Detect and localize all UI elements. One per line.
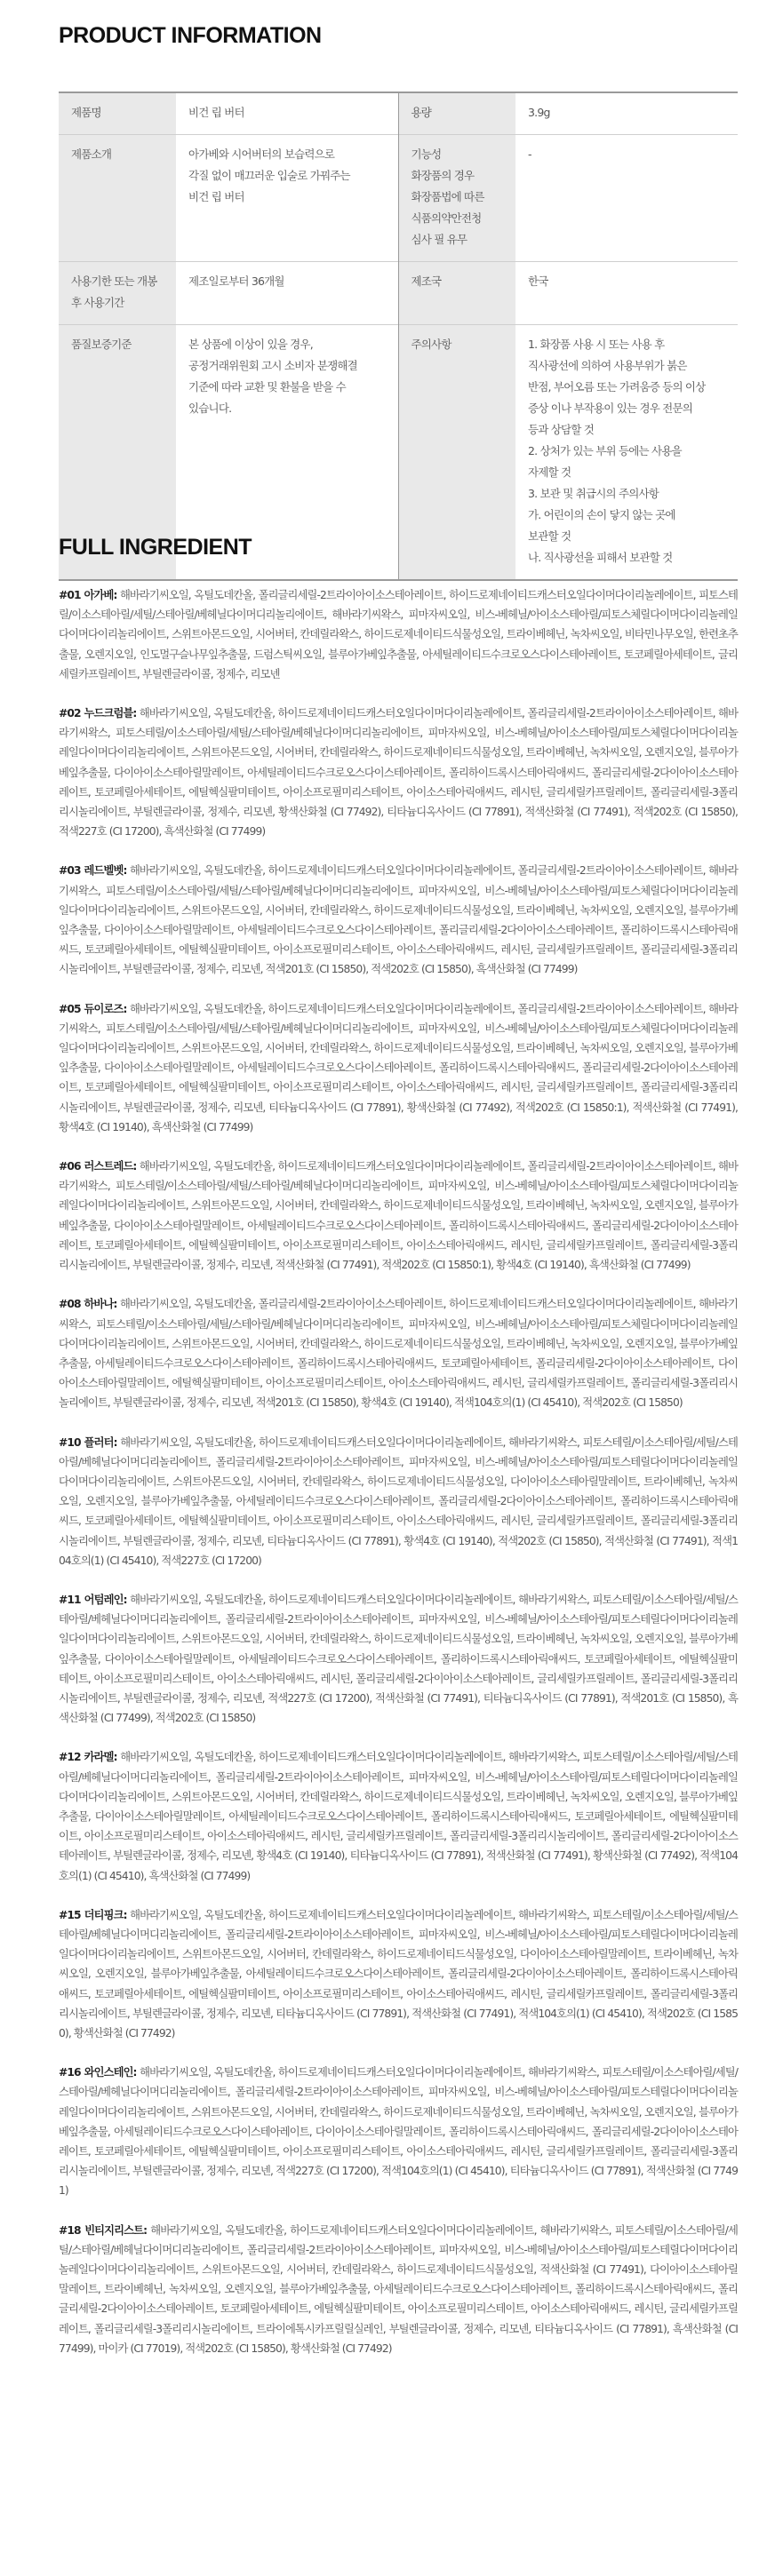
info-value xyxy=(515,325,738,581)
ingredient-text: 해바라기씨오일, 옥틸도데칸올, 폴리글리세릴-2트라이아이소스테아레이트, 하이드로제네이티드캐스터오일다이머다이리놀레에이트, 피토스테릴/이소스테아릴/세틸/스테아릴/베헤닐다이머디리놀리에이트, 해바라기씨왁스, 피마자씨오일, 비스-베헤닐/아이소스테아릴/피토스체릴다이머다이리놀레일다이머다이리놀리에이트, 스위트아몬드오일, 시어버터, 칸데릴라왁스, 하이드로제네이티드식물성오일, 트라이베헤닌, 녹차씨오일, 비타민나무오일, 한련초추출물, 오렌지오일, 인도멀구슬나무잎추출물, 드럼스틱씨오일, 블루아가베잎추출물, 아세틸레이티드수크로오스다이스테아레이트, 토코페릴아세테이트, 글리세릴카프릴레이트, 부틸렌글라이콜, 정제수, 리모넨 xyxy=(59,589,738,680)
ingredient-text: 해바라기씨오일, 옥틸도데칸올, 하이드로제네이티드캐스터오일다이머다이리놀레에이트, 해바라기씨왁스, 피토스테릴/이소스테아릴/세틸/스테아릴/베헤닐다이머디리놀리에이트, 폴리글리세릴-2트라이아이소스테아레이트, 피마자씨오일, 비스-베헤닐/아이소스테아릴/피토스테릴다이머다이리놀레일다이머다이리놀리에이트, 스위트아몬드오일, 시어버터, 칸데릴라왁스, 하이드로제네이티드식물성오일, 다이아이소스테아릴말레이트, 트라이베헤닌, 녹차씨오일, 오렌지오일, 블루아가베잎추출물, 아세틸레이티드수크로오스다이스테아레이트, 폴리글리세릴-2다이아이소스테아레이트, 폴리하이드록시스테아릭애씨드, 토코페릴아세테이트, 에틸헥실팔미테이트, 아이소프로필미리스테이트, 아이소스테아릭애씨드, 레시틴, 글리세릴카프릴레이트, 폴리글리세릴-3폴리리시놀리에이트, 부틸렌글라이콜, 정제수, 리모넨, 티타늄디옥사이드 (CI 77891), 적색산화철 (CI 77491), 적색104호의(1) (CI 45410), 적색202호 (CI 15850), 황색산화철 (CI 77492) xyxy=(59,1908,739,2039)
info-line: - xyxy=(528,147,531,161)
info-line: 한국 xyxy=(528,274,548,288)
info-label-text: 제품소개 xyxy=(71,147,112,161)
ingredient-text: 해바라기씨오일, 옥틸도데칸올, 하이드로제네이티드캐스터오일다이머다이리놀레에이트, 해바라기씨왁스, 피토스테릴/이소스테아릴/세틸/스테아릴/베헤닐다이머디리놀리에이트, 폴리글리세릴-2트라이아이소스테아레이트, 피마자씨오일, 비스-베헤닐/아이소스테아릴/피토스테릴다이머다이리놀레일다이머다이리놀리에이트, 스위트아몬드오일, 시어버터, 칸데릴라왁스, 하이드로제네이티드식물성오일, 트라이베헤닌, 녹차씨오일, 오렌지오일, 블루아가베잎추출물, 다이아이소스테아릴말레이트, 아세틸레이티드수크로오스다이스테아레이트, 폴리하이드록시스테아릭애씨드, 토코페릴아세테이트, 에틸헥실팔미테이트, 아이소프로필미리스테이트, 아이소스테아릭애씨드, 레시틴, 폴리글리세릴-2다이아이소스테아레이트, 글리세릴카프릴레이트, 폴리글리세릴-3폴리리시놀리에이트, 부틸렌글라이콜, 정제수, 리모넨, 적색227호 (CI 17200), 적색산화철 (CI 77491), 티타늄디옥사이드 (CI 77891), 적색201호 (CI 15850), 흑색산화철 (CI 77499), 적색202호 (CI 15850) xyxy=(59,1593,739,1725)
info-line: 식품의약안전청 xyxy=(411,211,482,225)
product-information-title: PRODUCT INFORMATION xyxy=(59,23,322,48)
info-line: 3. 보관 및 취급시의 주의사항 xyxy=(528,487,659,500)
ingredient-text: 해바라기씨오일, 옥틸도데칸올, 하이드로제네이티드캐스터오일다이머다이리놀레에이트, 해바라기씨왁스, 피토스테릴/이소스테아릴/세틸/스테아릴/베헤닐다이머디리놀리에이트, 폴리글리세릴-2트라이아이소스테아레이트, 피마자씨오일, 비스-베헤닐/아이소스테아릴/피토스테릴다이머다이리놀레일다이머다이리놀리에이트, 스위트아몬드오일, 시어버터, 칸데릴라왁스, 하이드로제네이티드식물성오일, 트라이베헤닌, 녹차씨오일, 오렌지오일, 블루아가베잎추출물, 다이아이소스테아릴말레이트, 아세틸레이티드수크로오스다이스테아레이트, 폴리하이드록시스테아릭애씨드, 토코페릴아세테이트, 에틸헥실팔미테이트, 아이소프로필미리스테이트, 아이소스테아릭애씨드, 레시틴, 글리세릴카프릴레이트, 폴리글리세릴-3폴리리시놀리에이트, 폴리글리세릴-2다이아이소스테아레이트, 부틸렌글라이콜, 정제수, 리모넨, 황색4호 (CI 19140), 티타늄디옥사이드 (CI 77891), 적색산화철 (CI 77491), 황색산화철 (CI 77492), 적색104호의(1) (CI 45410), 흑색산화철 (CI 77499) xyxy=(59,1751,738,1882)
ingredient-item xyxy=(59,1157,738,1275)
ingredient-shade-name: #12 카라멜: xyxy=(59,1751,117,1764)
ingredient-item xyxy=(59,1905,738,2043)
info-line: 2. 상처가 있는 부위 등에는 사용을 xyxy=(528,444,682,457)
info-line: 화장품의 경우 xyxy=(411,169,475,182)
info-value xyxy=(515,262,738,325)
ingredient-shade-name: #16 와인스테인: xyxy=(59,2066,137,2079)
info-value xyxy=(176,92,398,135)
ingredient-shade-name: #06 러스트레드: xyxy=(59,1160,137,1173)
product-info-table xyxy=(59,91,738,581)
info-line: 3.9g xyxy=(528,106,550,119)
info-line: 비건 립 버터 xyxy=(188,190,244,203)
ingredient-item xyxy=(59,1294,738,1412)
info-row xyxy=(59,92,738,135)
info-value xyxy=(515,92,738,135)
ingredient-text: 해바라기씨오일, 옥틸도데칸올, 하이드로제네이티드캐스터오일다이머다이리놀레에이트, 해바라기씨왁스, 피토스테릴/이소스테아릴/세틸/스테아릴/베헤닐다이머디리놀리에이트, 폴리글리세릴-2트라이아이소스테아레이트, 피마자씨오일, 비스-베헤닐/아이소스테아릴/피토스테릴다이머다이리놀레일다이머다이리놀리에이트, 스위트아몬드오일, 시어버터, 칸데릴라왁스, 하이드로제네이티드식물성오일, 트라이베헤닌, 녹차씨오일, 오렌지오일, 블루아가베잎추출물, 아세틸레이티드수크로오스다이스테아레이트, 다이아이소스테아릴말레이트, 폴리하이드록시스테아릭애씨드, 폴리글리세릴-2다이아이소스테아레이트, 토코페릴아세테이트, 에틸헥실팔미테이트, 아이소프로필미리스테이트, 아이소스테아릭애씨드, 레시틴, 글리세릴카프릴레이트, 폴리글리세릴-3폴리리시놀리에이트, 부틸렌글라이콜, 정제수, 리모넨, 적색227호 (CI 17200), 적색104호의(1) (CI 45410), 티타늄디옥사이드 (CI 77891), 적색산화철 (CI 77491) xyxy=(59,2066,738,2198)
info-line: 화장품법에 따른 xyxy=(411,190,484,203)
info-line: 1. 화장품 사용 시 또는 사용 후 xyxy=(528,338,665,351)
ingredient-text: 해바라기씨오일, 옥틸도데칸올, 하이드로제네이티드캐스터오일다이머다이리놀레에이트, 폴리글리세릴-2트라이아이소스테아레이트, 해바라기씨왁스, 피토스테릴/이소스테아릴/세틸/스테아릴/베헤닐다이머디리놀리에이트, 피마자씨오일, 비스-베헤닐/아이소스테아릴/피토스체릴다이머다이리놀레일다이머다이리놀리에이트, 스위트아몬드오일, 시어버터, 칸데릴라왁스, 하이드로제네이티드식물성오일, 트라이베헤닌, 녹차씨오일, 오렌지오일, 블루아가베잎추출물, 다이아이소스테아릴말레이트, 아세틸레이티드수크로오스다이스테아레이트, 폴리글리세릴-2다이아이소스테아레이트, 폴리하이드록시스테아릭애씨드, 토코페릴아세테이트, 에틸헥실팔미테이트, 아이소프로필미리스테이트, 아이소스테아릭애씨드, 레시틴, 글리세릴카프릴레이트, 폴리글리세릴-3폴리리시놀리에이트, 부틸렌글라이콜, 정제수, 리모넨, 적색201호 (CI 15850), 적색202호 (CI 15850), 흑색산화철 (CI 77499) xyxy=(59,864,739,976)
info-label xyxy=(398,92,515,135)
ingredient-text: 해바라기씨오일, 옥틸도데칸올, 하이드로제네이티드캐스터오일다이머다이리놀레에이트, 폴리글리세릴-2트라이아이소스테아레이트, 해바라기씨왁스, 피토스테릴/이소스테아릴/세틸/스테아릴/베헤닐다이머디리놀리에이트, 피마자씨오일, 비스-베헤닐/아이소스테아릴/피토스체릴다이머다이리놀레일다이머다이리놀리에이트, 스위트아몬드오일, 시어버터, 칸데릴라왁스, 하이드로제네이티드식물성오일, 트라이베헤닌, 녹차씨오일, 오렌지오일, 블루아가베잎추출물, 다이아이소스테아릴말레이트, 아세틸레이티드수크로오스다이스테아레이트, 폴리하이드록시스테아릭애씨드, 폴리글리세릴-2다이아이소스테아레이트, 토코페릴아세테이트, 에틸헥실팔미테이트, 아이소프로필미리스테이트, 아이소스테아릭애씨드, 레시틴, 글리세릴카프릴레이트, 폴리글리세릴-3폴리리시놀리에이트, 부틸렌글라이콜, 정제수, 리모넨, 적색산화철 (CI 77491), 적색202호 (CI 15850:1), 황색4호 (CI 19140), 흑색산화철 (CI 77499) xyxy=(59,1160,739,1272)
info-line: 제조국 xyxy=(411,274,442,288)
ingredient-item xyxy=(59,1590,738,1728)
info-line: 나. 직사광선을 피해서 보관할 것 xyxy=(528,551,673,564)
ingredient-item xyxy=(59,1747,738,1885)
info-label-text: 사용기한 또는 개봉 후 사용기간 xyxy=(71,274,157,309)
info-line: 비건 립 버터 xyxy=(188,106,244,119)
ingredient-shade-name: #10 플러터: xyxy=(59,1435,117,1449)
ingredient-text: 해바라기씨오일, 옥틸도데칸올, 하이드로제네이티드캐스터오일다이머다이리놀레에이트, 폴리글리세릴-2트라이아이소스테아레이트, 해바라기씨왁스, 피토스테릴/이소스테아릴/세틸/스테아릴/베헤닐다이머디리놀리에이트, 피마자씨오일, 비스-베헤닐/아이소스테아릴/피토스체릴다이머다이리놀레일다이머다이리놀리에이트, 스위트아몬드오일, 시어버터, 칸데릴라왁스, 하이드로제네이티드식물성오일, 트라이베헤닌, 녹차씨오일, 오렌지오일, 블루아가베잎추출물, 다이아이소스테아릴말레이트, 아세틸레이티드수크로오스다이스테아레이트, 폴리하이드록시스테아릭애씨드, 폴리글리세릴-2다이아이소스테아레이트, 토코페릴아세테이트, 에틸헥실팔미테이트, 아이소프로필미리스테이트, 아이소스테아릭애씨드, 레시틴, 글리세릴카프릴레이트, 폴리글리세릴-3폴리리시놀리에이트, 부틸렌글라이콜, 정제수, 리모넨, 황색산화철 (CI 77492), 티타늄디옥사이드 (CI 77891), 적색산화철 (CI 77491), 적색202호 (CI 15850), 적색227호 (CI 17200), 흑색산화철 (CI 77499) xyxy=(59,707,739,839)
info-label-text: 제품명 xyxy=(71,106,101,119)
ingredient-text: 해바라기씨오일, 옥틸도데칸올, 하이드로제네이티드캐스터오일다이머다이리놀레에이트, 폴리글리세릴-2트라이아이소스테아레이트, 해바라기씨왁스, 피토스테릴/이소스테아릴/세틸/스테아릴/베헤닐다이머디리놀리에이트, 피마자씨오일, 비스-베헤닐/아이소스테아릴/피토스체릴다이머다이리놀레일다이머다이리놀리에이트, 스위트아몬드오일, 시어버터, 칸데릴라왁스, 하이드로제네이티드식물성오일, 트라이베헤닌, 녹차씨오일, 오렌지오일, 블루아가베잎추출물, 다이아이소스테아릴말레이트, 아세틸레이티드수크로오스다이스테아레이트, 폴리하이드록시스테아릭애씨드, 폴리글리세릴-2다이아이소스테아레이트, 토코페릴아세테이트, 에틸헥실팔미테이트, 아이소프로필미리스테이트, 아이소스테아릭애씨드, 레시틴, 글리세릴카프릴레이트, 폴리글리세릴-3폴리리시놀리에이트, 부틸렌글라이콜, 정제수, 리모넨, 티타늄디옥사이드 (CI 77891), 황색산화철 (CI 77492), 적색202호 (CI 15850:1), 적색산화철 (CI 77491), 황색4호 (CI 19140), 흑색산화철 (CI 77499) xyxy=(59,1002,739,1133)
info-line: 있습니다. xyxy=(188,402,232,415)
info-label xyxy=(59,92,176,135)
info-line: 기준에 따라 교환 및 환불을 받을 수 xyxy=(188,380,346,394)
ingredient-text: 해바라기씨오일, 옥틸도데칸올, 하이드로제네이티드캐스터오일다이머다이리놀레에이트, 해바라기씨왁스, 피토스테릴/이소스테아릴/세틸/스테아릴/베헤닐다이머디리놀리에이트, 폴리글리세릴-2트라이아이소스테아레이트, 피마자씨오일, 비스-베헤닐/아이소스테아릴/피토스테릴다이머다이리놀레일다이머다이리놀리에이트, 스위트아몬드오일, 시어버터, 칸데릴라왁스, 하이드로제네이티드식물성오일, 다이아이소스테아릴말레이트, 트라이베헤닌, 녹차씨오일, 오렌지오일, 블루아가베잎추출물, 아세틸레이티드수크로오스다이스테아레이트, 폴리글리세릴-2다이아이소스테아레이트, 폴리하이드록시스테아릭애씨드, 토코페릴아세테이트, 에틸헥실팔미테이트, 아이소프로필미리스테이트, 아이소스테아릭애씨드, 레시틴, 글리세릴카프릴레이트, 폴리글리세릴-3폴리리시놀리에이트, 부틸렌글라이콜, 정제수, 리모넨, 티타늄디옥사이드 (CI 77891), 황색4호 (CI 19140), 적색202호 (CI 15850), 적색산화철 (CI 77491), 적색104호의(1) (CI 45410), 적색227호 (CI 17200) xyxy=(59,1435,738,1567)
info-line: 보관할 것 xyxy=(528,529,571,543)
ingredient-item xyxy=(59,999,738,1137)
info-line: 제조일로부터 36개월 xyxy=(188,274,284,288)
ingredient-text: 해바라기씨오일, 옥틸도데칸올, 하이드로제네이티드캐스터오일다이머다이리놀레에이트, 해바라기씨왁스, 피토스테릴/이소스테아릴/세틸/스테아릴/베헤닐다이머디리놀리에이트, 폴리글리세릴-2트라이아이소스테아레이트, 피마자씨오일, 비스-베헤닐/아이소스테아릴/피토스테릴다이머다이리놀레일다이머다이리놀리에이트, 스위트아몬드오일, 시어버터, 칸데릴라왁스, 하이드로제네이티드식물성오일, 적색산화철 (CI 77491), 다이아이소스테아릴말레이트, 트라이베헤닌, 녹차씨오일, 오렌지오일, 블루아가베잎추출물, 아세틸레이티드수크로오스다이스테아레이트, 폴리하이드록시스테아릭애씨드, 폴리글리세릴-2다이아이소스테아레이트, 토코페릴아세테이트, 에틸헥실팔미테이트, 아이소프로필미리스테이트, 아이소스테아릭애씨드, 레시틴, 글리세릴카프릴레이트, 폴리글리세릴-3폴리리시놀리에이트, 트라이에톡시카프릴릴실레인, 부틸렌글라이콜, 정제수, 리모넨, 티타늄디옥사이드 (CI 77891), 흑색산화철 (CI 77499), 마이카 (CI 77019), 적색202호 (CI 15850), 황색산화철 (CI 77492) xyxy=(59,2223,739,2355)
info-line: 직사광선에 의하여 사용부위가 붉은 xyxy=(528,359,687,372)
info-line: 본 상품에 이상이 있을 경우, xyxy=(188,338,313,351)
info-line: 아가베와 시어버터의 보습력으로 xyxy=(188,147,335,161)
ingredient-shade-name: #02 누드크럼블: xyxy=(59,707,137,720)
info-line: 자제할 것 xyxy=(528,465,571,479)
ingredient-shade-name: #08 하바나: xyxy=(59,1298,117,1311)
info-value xyxy=(176,135,398,262)
info-line: 기능성 xyxy=(411,147,442,161)
info-label xyxy=(398,135,515,262)
info-row xyxy=(59,135,738,262)
info-row xyxy=(59,262,738,325)
ingredient-shade-name: #03 레드벨벳: xyxy=(59,864,127,878)
info-line: 공정거래위원회 고시 소비자 분쟁해결 xyxy=(188,359,357,372)
info-label xyxy=(59,262,176,325)
ingredient-item xyxy=(59,2063,738,2200)
ingredient-text: 해바라기씨오일, 옥틸도데칸올, 폴리글리세릴-2트라이아이소스테아레이트, 하이드로제네이티드캐스터오일다이머다이리놀레에이트, 해바라기씨왁스, 피토스테릴/이소스테아릴/세틸/스테아릴/베헤닐다이머디리놀리에이트, 피마자씨오일, 비스-베헤닐/아이소스테아릴/피토스체릴다이머다이리놀레일다이머다이리놀리에이트, 스위트아몬드오일, 시어버터, 칸데릴라왁스, 하이드로제네이티드식물성오일, 트라이베헤닌, 녹차씨오일, 오렌지오일, 블루아가베잎추출물, 아세틸레이티드수크로오스다이스테아레이트, 폴리하이드록시스테아릭애씨드, 토코페릴아세테이트, 폴리글리세릴-2다이아이소스테아레이트, 다이아이소스테아릴말레이트, 에틸헥실팔미테이트, 아이소프로필미리스테이트, 아이소스테아릭애씨드, 레시틴, 글리세릴카프릴레이트, 폴리글리세릴-3폴리리시놀리에이트, 부틸렌글라이콜, 정제수, 리모넨, 적색201호 (CI 15850), 황색4호 (CI 19140), 적색104호의(1) (CI 45410), 적색202호 (CI 15850) xyxy=(59,1298,738,1410)
info-line: 심사 필 유무 xyxy=(411,233,467,246)
info-line: 각질 없이 매끄러운 입술로 가꿔주는 xyxy=(188,169,350,182)
info-label xyxy=(398,262,515,325)
info-line: 가. 어린이의 손이 닿지 않는 곳에 xyxy=(528,508,675,521)
info-value xyxy=(176,262,398,325)
ingredient-shade-name: #05 듀이로즈: xyxy=(59,1002,127,1015)
ingredient-item xyxy=(59,861,738,979)
full-ingredient-title: FULL INGREDIENT xyxy=(59,535,252,560)
info-line: 등과 상담할 것 xyxy=(528,423,594,436)
ingredient-shade-name: #18 빈티지리스트: xyxy=(59,2223,148,2237)
ingredient-list xyxy=(59,585,738,2378)
info-line: 반점, 부어오름 또는 가려움증 등의 이상 xyxy=(528,380,706,394)
ingredient-shade-name: #01 아가베: xyxy=(59,589,117,601)
ingredient-item xyxy=(59,585,738,684)
ingredient-shade-name: #15 더티핑크: xyxy=(59,1908,127,1921)
info-line: 주의사항 xyxy=(411,338,451,351)
info-label xyxy=(398,325,515,581)
info-label xyxy=(59,135,176,262)
ingredient-item xyxy=(59,2221,738,2358)
ingredient-item xyxy=(59,1433,738,1570)
info-line: 용량 xyxy=(411,106,432,119)
info-line: 증상 이나 부작용이 있는 경우 전문의 xyxy=(528,402,692,415)
ingredient-shade-name: #11 어텀레인: xyxy=(59,1593,127,1606)
info-value xyxy=(515,135,738,262)
ingredient-item xyxy=(59,704,738,841)
info-label-text: 품질보증기준 xyxy=(71,338,132,351)
